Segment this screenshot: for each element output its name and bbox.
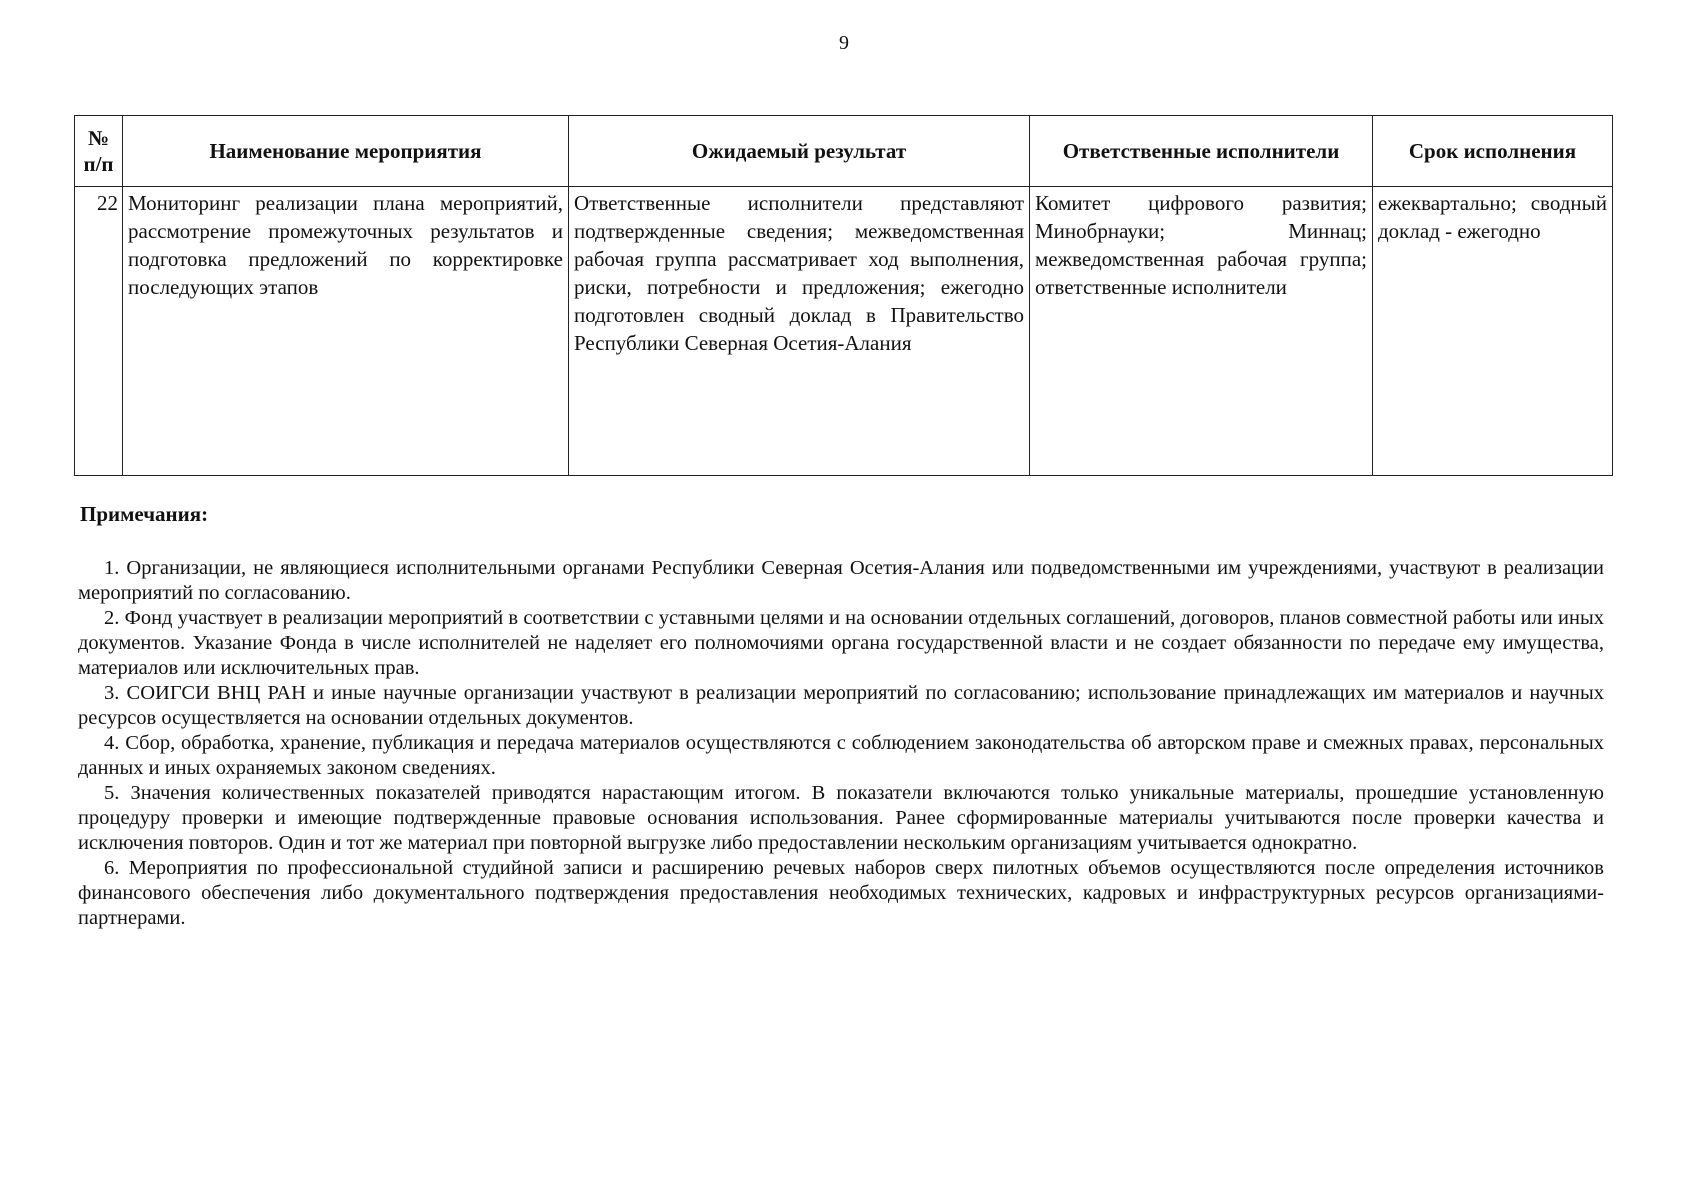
deadline-cell: ежеквартально; сводный доклад - ежегодно (1373, 187, 1613, 476)
activity-name-cell: Мониторинг реализации плана мероприятий, рассмотрение промежуточных результатов и подготовка предложений по корректировке последующих этапов (123, 187, 569, 476)
row-number-cell: 22 (75, 187, 123, 476)
header-activity-name: Наименование мероприятия (123, 116, 569, 187)
notes-title: Примечания: (80, 502, 209, 526)
notes-list (78, 556, 1604, 931)
note-item: 2. Фонд участвует в реализации мероприятий в соответствии с уставными целями и на основании отдельных соглашений, договоров, планов совместной работы или иных документов. Указание Фонда в числе исполнителей не наделяет его полномочиями органа государственной власти и не создает обязанности по передаче ему имущества, материалов или исключительных прав. (78, 607, 1604, 679)
note-item: 1. Организации, не являющиеся исполнительными органами Республики Северная Осетия-Алания или подведомственными им учреждениями, участвуют в реализации мероприятий по согласованию. (78, 557, 1604, 604)
expected-result-cell: Ответственные исполнители представляют подтвержденные сведения; межведомственная рабочая группа рассматривает ход выполнения, риски, потребности и предложения; ежегодно подготовлен сводный доклад в Правительство Республики Северная Осетия-Алания (569, 187, 1030, 476)
header-deadline: Срок исполнения (1373, 116, 1613, 187)
plan-table (74, 115, 1613, 476)
header-number: № п/п (75, 116, 123, 187)
page-number: 9 (839, 32, 849, 54)
note-item: 6. Мероприятия по профессиональной студийной записи и расширению речевых наборов сверх пилотных объемов осуществляются после определения источников финансового обеспечения либо документального подтверждения предоставления необходимых технических, кадровых и инфраструктурных ресурсов организациями-партнерами. (78, 857, 1604, 929)
note-item: 5. Значения количественных показателей приводятся нарастающим итогом. В показатели включаются только уникальные материалы, прошедшие установленную процедуру проверки и имеющие подтвержденные правовые основания использования. Ранее сформированные материалы учитываются после проверки качества и исключения повторов. Один и тот же материал при повторной выгрузке либо предоставлении нескольким организациям учитывается однократно. (78, 782, 1604, 854)
note-item: 3. СОИГСИ ВНЦ РАН и иные научные организации участвуют в реализации мероприятий по согласованию; использование принадлежащих им материалов и научных ресурсов осуществляется на основании отдельных документов. (78, 682, 1604, 729)
table-row (75, 187, 1613, 476)
note-item: 4. Сбор, обработка, хранение, публикация и передача материалов осуществляются с соблюдением законодательства об авторском праве и смежных правах, персональных данных и иных охраняемых законом сведениях. (78, 732, 1604, 779)
header-responsible: Ответственные исполнители (1030, 116, 1373, 187)
table-header-row (75, 116, 1613, 187)
responsible-cell: Комитет цифрового развития; Минобрнауки; Миннац; межведомственная рабочая группа; ответственные исполнители (1030, 187, 1373, 476)
header-expected-result: Ожидаемый результат (569, 116, 1030, 187)
